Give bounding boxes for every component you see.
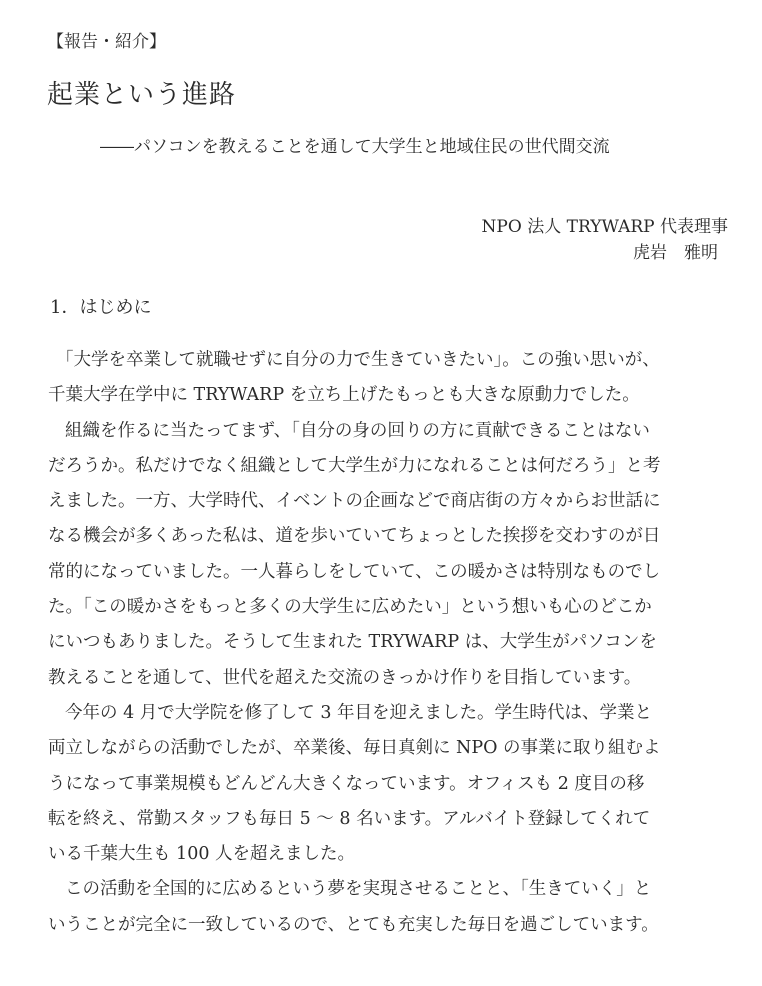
body-line: だろうか。私だけでなく組織として大学生が力になれることは何だろう」と考 <box>48 455 661 476</box>
body-line: いうことが完全に一致しているので、とても充実した毎日を過ごしています。 <box>48 914 659 935</box>
body-line: 千葉大学在学中に TRYWARP を立ち上げたもっとも大きな原動力でした。 <box>48 385 640 406</box>
body-line: 転を終え、常勤スタッフも毎日 5 ～ 8 名います。アルバイト登録してくれて <box>48 808 651 829</box>
body-line: いる千葉大生も 100 人を超えました。 <box>48 844 356 865</box>
body-text <box>48 343 720 943</box>
body-line: 両立しながらの活動でしたが、卒業後、毎日真剣に NPO の事業に取り組むよ <box>48 738 661 759</box>
body-line: 「大学を卒業して就職せずに自分の力で生きていきたい」。この強い思いが、 <box>56 350 660 370</box>
author-name: 虎岩 雅明 <box>633 243 718 263</box>
body-line: 組織を作るに当たってまず、「自分の身の回りの方に貢献できることはない <box>65 420 650 441</box>
body-line: にいつもありました。そうして生まれた TRYWARP は、大学生がパソコンを <box>48 632 657 653</box>
body-line: この活動を全国的に広めるという夢を実現させることと、「生きていく」と <box>65 879 652 900</box>
body-line: うになって事業規模もどんどん大きくなっています。オフィスも 2 度目の移 <box>48 773 645 794</box>
body-line: 今年の 4 月で大学院を修了して 3 年目を迎えました。学生時代は、学業と <box>65 702 653 723</box>
body-line: た。「この暖かさをもっと多くの大学生に広めたい」という想いも心のどこか <box>48 597 652 618</box>
body-line: 常的になっていました。一人暮らしをしていて、この暖かさは特別なものでし <box>48 561 661 582</box>
section-heading: 1．はじめに <box>50 297 152 318</box>
body-line: なる機会が多くあった私は、道を歩いていてちょっとした挨拶を交わすのが日 <box>48 526 661 547</box>
author-affiliation: NPO 法人 TRYWARP 代表理事 <box>481 217 728 237</box>
article-category: 【報告・紹介】 <box>47 32 166 52</box>
body-line: えました。一方、大学時代、イベントの企画などで商店街の方々からお世話に <box>48 491 661 512</box>
article-title: 起業という進路 <box>47 80 237 110</box>
body-line: 教えることを通して、世代を超えた交流のきっかけ作りを目指しています。 <box>48 667 642 688</box>
article-subtitle: ――パソコンを教えることを通して大学生と地域住民の世代間交流 <box>100 137 610 157</box>
